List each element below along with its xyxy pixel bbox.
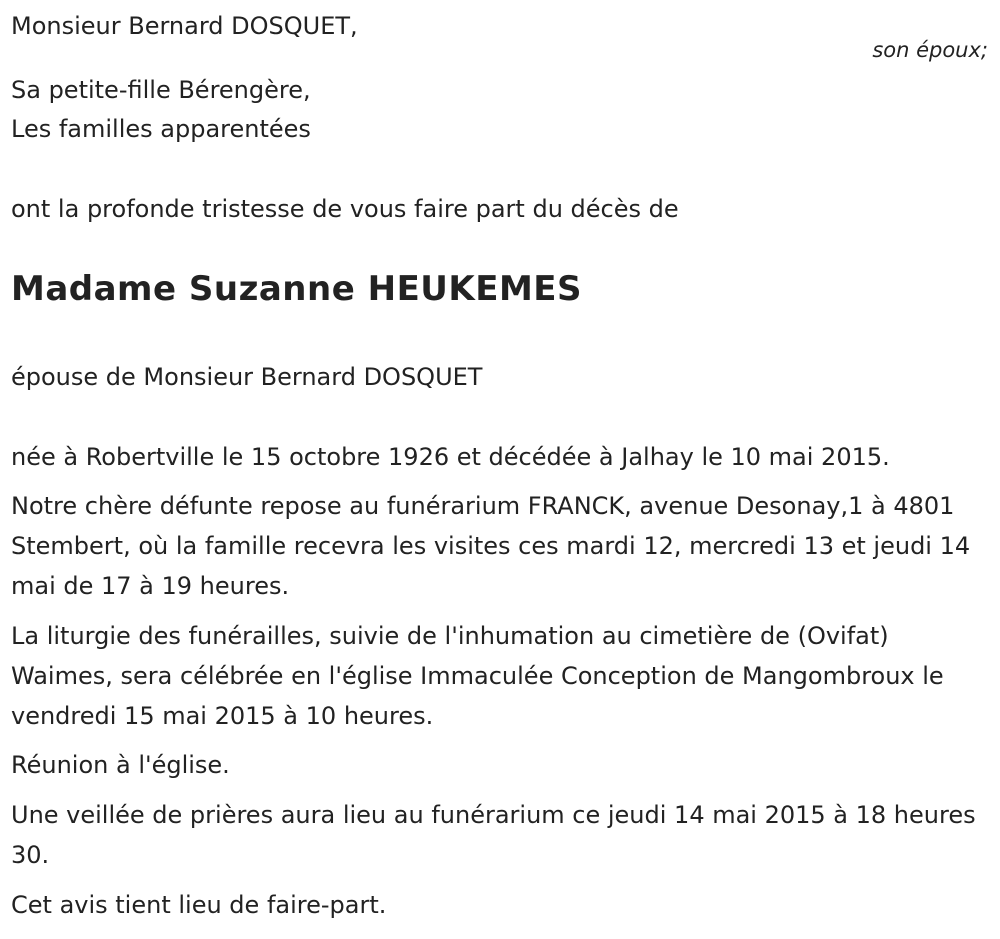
relation-line: épouse de Monsieur Bernard DOSQUET [11, 363, 483, 391]
closing-paragraph: Cet avis tient lieu de faire-part. [11, 891, 387, 919]
liturgy-paragraph: La liturgie des funérailles, suivie de l'inhumation au cimetière de (Ovifat) Waimes, sera célébrée en l'église Immaculée Conception de Mangombroux le vendredi 15 mai 2015 à 10 heures. [11, 622, 944, 730]
reunion-paragraph: Réunion à l'église. [11, 751, 230, 779]
spouse-line: Monsieur Bernard DOSQUET, [11, 12, 358, 40]
families-line: Les familles apparentées [11, 115, 311, 143]
announcement-line: ont la profonde tristesse de vous faire part du décès de [11, 195, 679, 223]
vigil-paragraph: Une veillée de prières aura lieu au funérarium ce jeudi 14 mai 2015 à 18 heures 30. [11, 801, 976, 869]
birth-death-line: née à Robertville le 15 octobre 1926 et décédée à Jalhay le 10 mai 2015. [11, 443, 890, 471]
spouse-role: son époux; [872, 38, 988, 62]
funerarium-paragraph: Notre chère défunte repose au funérarium FRANCK, avenue Desonay,1 à 4801 Stembert, où la famille recevra les visites ces mardi 12, mercredi 13 et jeudi 14 mai de 17 à 19 heures. [11, 492, 971, 600]
deceased-name: Madame Suzanne HEUKEMES [11, 269, 583, 309]
granddaughter-line: Sa petite-fille Bérengère, [11, 76, 311, 104]
